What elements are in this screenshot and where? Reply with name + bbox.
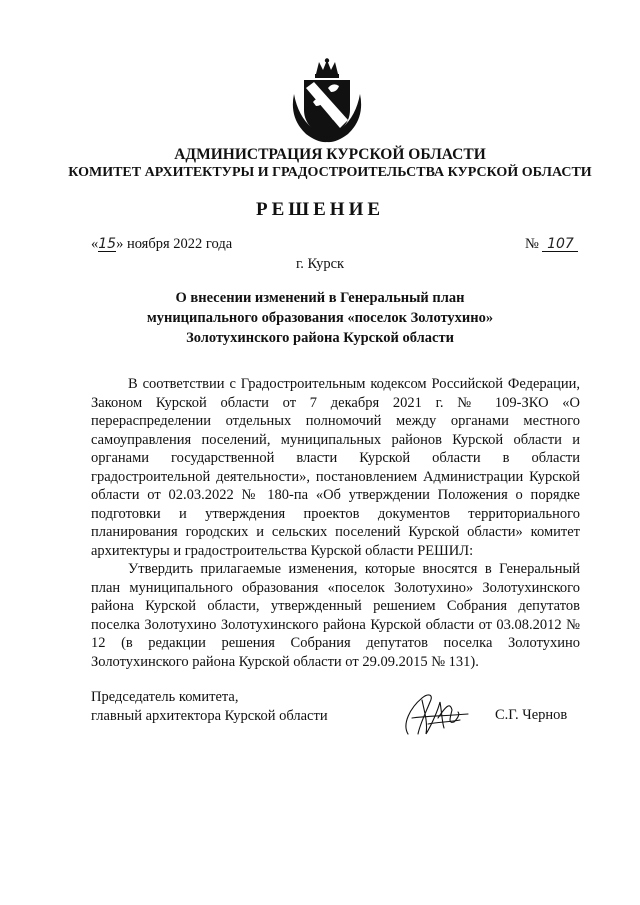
- number-prefix: №: [525, 236, 539, 252]
- document-date: [91, 236, 232, 253]
- committee-name: КОМИТЕТ АРХИТЕКТУРЫ И ГРАДОСТРОИТЕЛЬСТВА КУРСКОЙ ОБЛАСТИ: [68, 165, 592, 180]
- document-type-title: РЕШЕНИЕ: [255, 199, 385, 220]
- subject-line: О внесении изменений в Генеральный план: [175, 290, 465, 306]
- body-paragraph-preamble: В соответствии с Градостроительным кодексом Российской Федерации, Законом Курской области от 7 декабря 2021 г. № 109-ЗКО «О перераспределении отдельных полномочий между органами местного самоуправления поселений, муниципальных районов Курской области и органами государственной власти Курской области в области градостроительной деятельности», постановлением Администрации Курской области от 02.03.2022 № 180-па «Об утверждении Положения о порядке подготовки и утверждения проектов документов территориального планирования городских и сельских поселений Курской области» комитет архитектуры и градостроительства Курской области РЕШИЛ:: [91, 376, 580, 559]
- signature-scribble-icon: [398, 688, 470, 740]
- number-value-handwritten: 107: [542, 237, 578, 252]
- coat-of-arms-emblem: [286, 58, 368, 144]
- subject-line: муниципального образования «поселок Золотухино»: [146, 310, 494, 326]
- signatory-name: С.Г. Чернов: [495, 707, 568, 723]
- organization-name: АДМИНИСТРАЦИЯ КУРСКОЙ ОБЛАСТИ: [174, 146, 486, 163]
- document-body: [91, 375, 580, 671]
- date-month-year: » ноября 2022 года: [116, 236, 233, 252]
- subject-line: Золотухинского района Курской области: [186, 330, 454, 346]
- position-line: Председатель комитета,: [91, 689, 239, 705]
- date-day-handwritten: 15: [98, 236, 117, 252]
- signatory-position: [91, 688, 328, 726]
- kursk-coat-of-arms-icon: [286, 58, 368, 144]
- document-subject: [110, 288, 530, 348]
- document-number: [525, 236, 578, 253]
- handwritten-signature: [398, 688, 470, 740]
- body-paragraph-resolution: Утвердить прилагаемые изменения, которые вносятся в Генеральный план муниципального образования «поселок Золотухино» Золотухинского района Курской области, утвержденный решением Собрания депутатов поселка Золотухино Золотухинского района Курской области от 03.08.2012 № 12 (в редакции решения Собрания депутатов поселка Золотухино Золотухинского района Курской области от 29.09.2015 № 131).: [91, 561, 580, 670]
- date-open-quote: «: [91, 236, 99, 252]
- document-city: г. Курск: [295, 256, 345, 272]
- position-line: главный архитектора Курской области: [91, 708, 328, 724]
